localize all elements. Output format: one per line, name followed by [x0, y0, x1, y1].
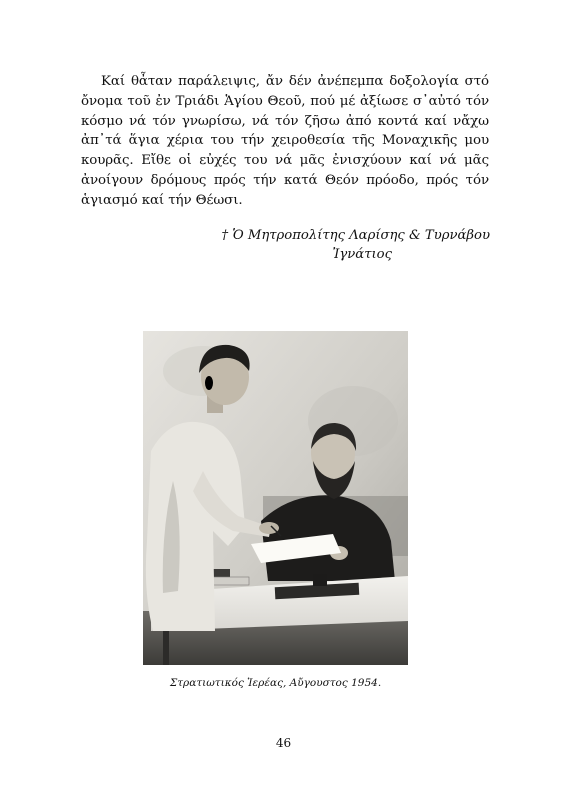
- photograph-illustration: [143, 331, 408, 665]
- page-number: 46: [275, 736, 292, 750]
- soldier-ear: [205, 376, 213, 390]
- signature-name: Ἰγνάτιος: [332, 247, 392, 262]
- historical-photograph: [143, 331, 408, 665]
- table-leg: [163, 629, 169, 665]
- inkwell: [313, 574, 327, 586]
- photo-caption: Στρατιωτικός Ἱερέας, Αὔγουστος 1954.: [169, 677, 382, 689]
- signature-title: † Ὁ Μητροπολίτης Λαρίσης & Τυρνάβου: [221, 228, 490, 243]
- body-paragraph: Καί θἆταν παράλειψις, ἄν δέν ἀνέπεμπα δοξολογία στό ὄνομα τοῦ ἐν Τριάδι Ἁγίου Θεοῦ, πού μέ ἀξίωσε σ᾽αὐτό τόν κόσμο νά τόν γνωρίσω, νά τόν ζῆσω ἀπό κοντά καί νἄχω ἀπ᾽τά ἅγια χέρια του τήν χειροθεσία τῆς Μοναχικῆς μου κουρᾶς. Εἴθε οἱ εὐχές του νά μᾶς ἐνισχύουν καί νά μᾶς ἀνοίγουν δρόμους πρός τήν κατά Θεόν πρόοδο, πρός τόν ἁγιασμό καί τήν Θέωσι.: [81, 74, 489, 208]
- signature-block: [200, 226, 490, 264]
- soldier-hand: [259, 522, 279, 534]
